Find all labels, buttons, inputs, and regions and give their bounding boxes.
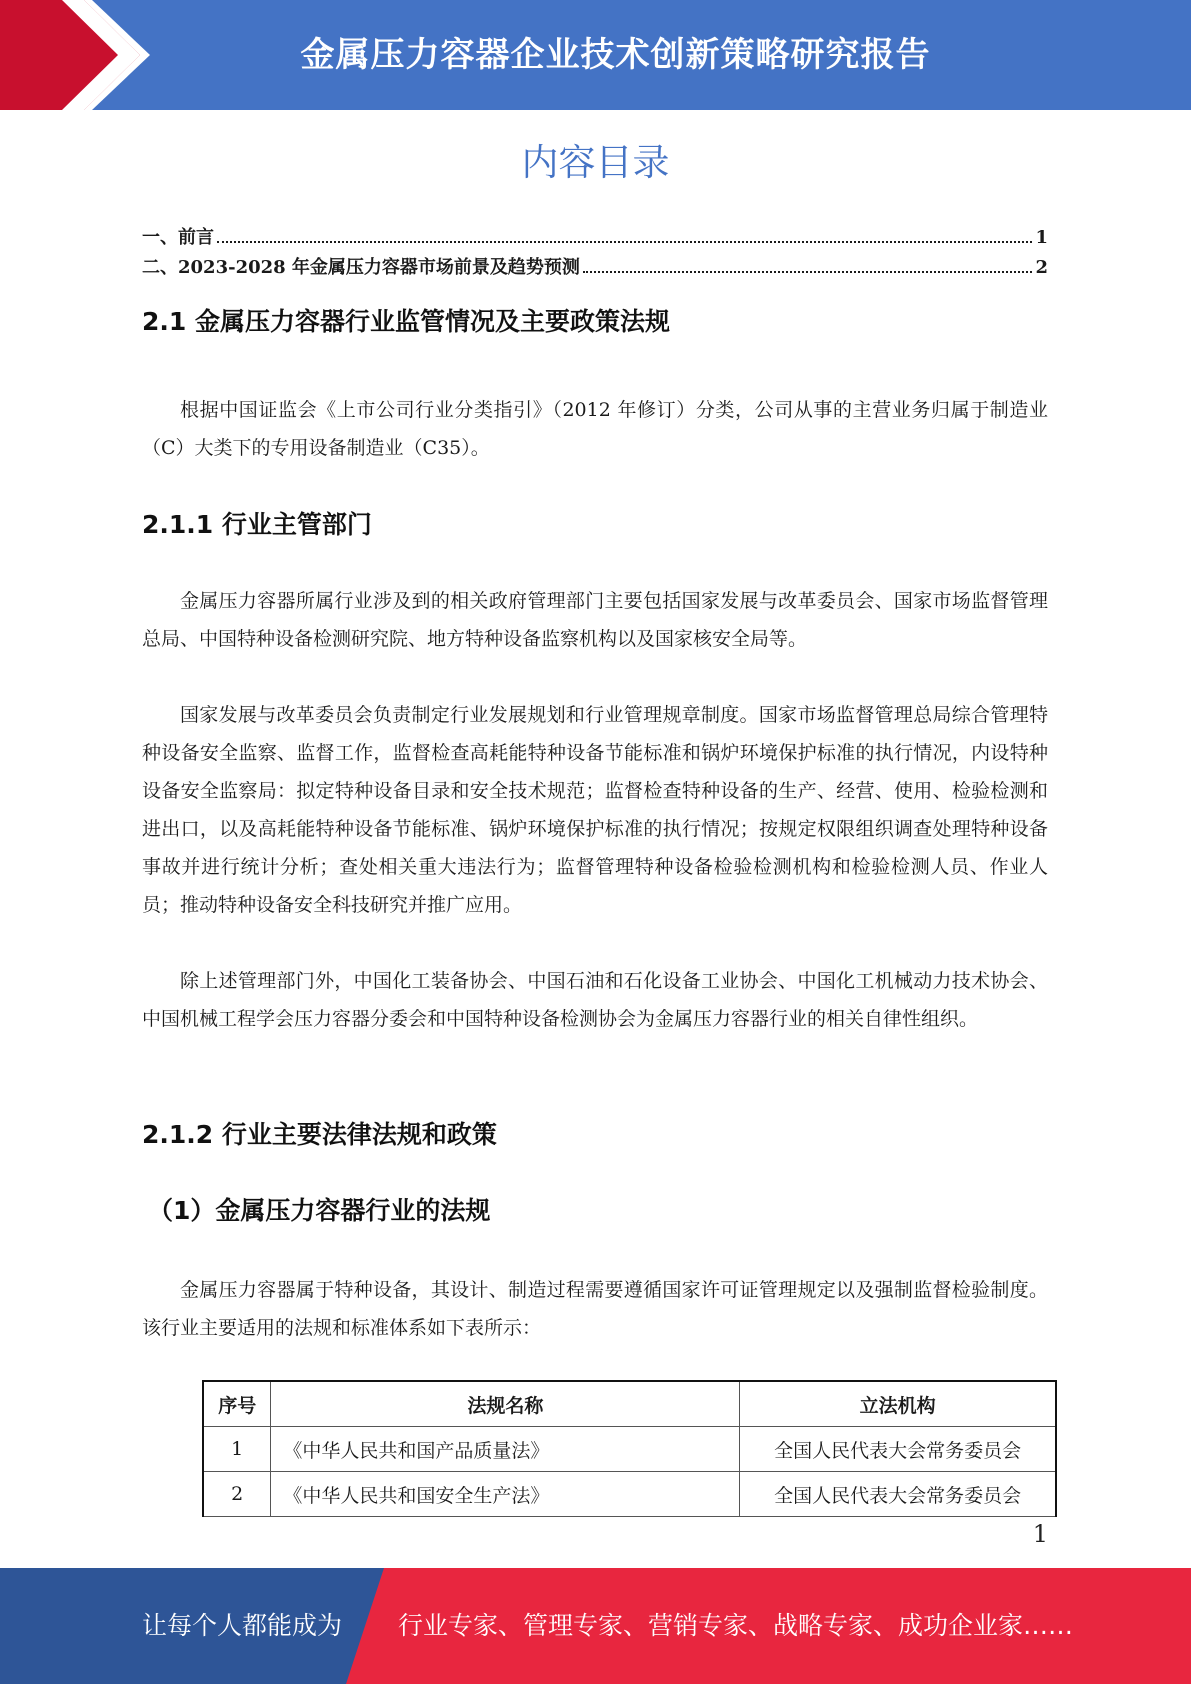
table-of-contents	[142, 223, 1048, 283]
paragraph-ndrc-samr: 国家发展与改革委员会负责制定行业发展规划和行业管理规章制度。国家市场监督管理总局综合管理特种设备安全监察、监督工作，监督检查高耗能特种设备节能标准和锅炉环境保护标准的执行情况，内设特种设备安全监察局：拟定特种设备目录和安全技术规范；监督检查特种设备的生产、经营、使用、检验检测和进出口，以及高耗能特种设备节能标准、锅炉环境保护标准的执行情况；按规定权限组织调查处理特种设备事故并进行统计分析；查处相关重大违法行为；监督管理特种设备检验检测机构和检验检测人员、作业人员；推动特种设备安全科技研究并推广应用。	[142, 704, 1048, 916]
header-banner	[0, 0, 1191, 110]
toc-leader-dots	[217, 241, 1032, 243]
paragraph-regulation-intro: 金属压力容器属于特种设备，其设计、制造过程需要遵循国家许可证管理规定以及强制监督检验制度。该行业主要适用的法规和标准体系如下表所示：	[142, 1279, 1048, 1339]
footer-slogan-roles: 行业专家、管理专家、营销专家、战略专家、成功企业家……	[398, 1611, 1074, 1640]
paragraph-classification: 根据中国证监会《上市公司行业分类指引》（2012 年修订）分类，公司从事的主营业务归属于制造业（C）大类下的专用设备制造业（C35）。	[142, 399, 1048, 459]
table-row	[203, 1427, 1056, 1472]
toc-entry-label: 一、前言	[142, 227, 214, 248]
toc-entry-page: 2	[1035, 257, 1048, 278]
page-number: 1	[1032, 1520, 1048, 1548]
paragraph-authorities: 金属压力容器所属行业涉及到的相关政府管理部门主要包括国家发展与改革委员会、国家市场监督管理总局、中国特种设备检测研究院、地方特种设备监察机构以及国家核安全局等。	[142, 590, 1048, 650]
section-heading-2-1-1: 2.1.1 行业主管部门	[142, 510, 372, 539]
footer-banner	[0, 1568, 1191, 1684]
toc-entry[interactable]	[142, 223, 1048, 253]
table-cell-law-name: 《中华人民共和国安全生产法》	[271, 1472, 740, 1517]
column-header-legislature: 立法机构	[740, 1381, 1056, 1427]
table-cell-index: 2	[203, 1472, 271, 1517]
report-title: 金属压力容器企业技术创新策略研究报告	[300, 35, 931, 75]
table-cell-index: 1	[203, 1427, 271, 1472]
table-cell-legislature: 全国人民代表大会常务委员会	[740, 1427, 1056, 1472]
column-header-law-name: 法规名称	[271, 1381, 740, 1427]
toc-entry-page: 1	[1035, 227, 1048, 248]
toc-leader-dots	[583, 271, 1033, 273]
section-heading-2-1: 2.1 金属压力容器行业监管情况及主要政策法规	[142, 307, 670, 336]
column-header-index: 序号	[203, 1381, 271, 1427]
toc-entry[interactable]	[142, 253, 1048, 283]
subsection-heading-regulations: （1）金属压力容器行业的法规	[148, 1196, 491, 1225]
table-header-row	[203, 1381, 1056, 1427]
toc-title: 内容目录	[521, 141, 670, 184]
table-cell-law-name: 《中华人民共和国产品质量法》	[271, 1427, 740, 1472]
regulations-table	[202, 1380, 1057, 1517]
section-heading-2-1-2: 2.1.2 行业主要法律法规和政策	[142, 1120, 497, 1149]
toc-entry-label: 二、2023-2028 年金属压力容器市场前景及趋势预测	[142, 257, 580, 278]
table-row	[203, 1472, 1056, 1517]
table-cell-legislature: 全国人民代表大会常务委员会	[740, 1472, 1056, 1517]
paragraph-associations: 除上述管理部门外，中国化工装备协会、中国石油和石化设备工业协会、中国化工机械动力技术协会、中国机械工程学会压力容器分委会和中国特种设备检测协会为金属压力容器行业的相关自律性组织。	[142, 970, 1048, 1030]
footer-slogan-lead: 让每个人都能成为	[142, 1611, 343, 1640]
